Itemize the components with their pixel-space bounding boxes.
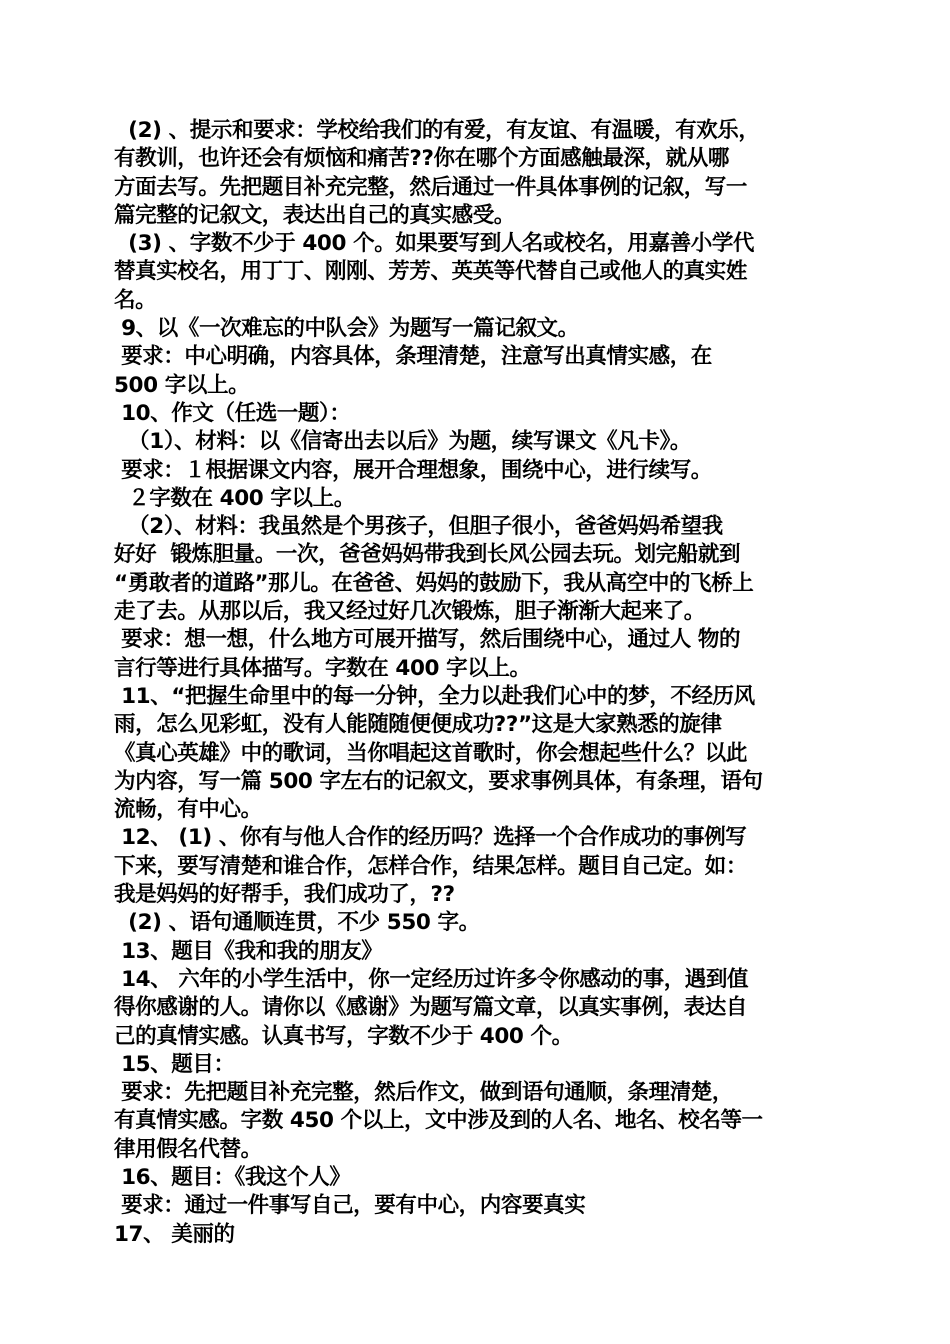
text-line: 雨，怎么见彩虹，没有人能随随便便成功??”这是大家熟悉的旋律 <box>114 712 722 738</box>
text-line: 9、以《一次难忘的中队会》为题写一篇记叙文。 <box>114 316 579 342</box>
text-line: 要求：通过一件事写自己，要有中心，内容要真实 <box>114 1193 586 1219</box>
text-line: 有教训，也许还会有烦恼和痛苦??你在哪个方面感触最深，就从哪 <box>114 146 729 172</box>
text-line: 好好 锻炼胆量。一次，爸爸妈妈带我到长风公园去玩。划完船就到 <box>114 542 741 568</box>
text-line: 11、“把握生命里中的每一分钟，全力以赴我们心中的梦，不经历风 <box>114 683 755 709</box>
text-line: 要求：中心明确，内容具体，条理清楚，注意写出真情实感，在 <box>114 344 712 370</box>
text-line: 15、题目： <box>114 1051 235 1077</box>
text-line: 言行等进行具体描写。字数在 400 字以上。 <box>114 655 531 681</box>
text-line: 己的真情实感。认真书写，字数不少于 400 个。 <box>114 1023 573 1049</box>
text-line: 下来，要写清楚和谁合作，怎样合作，结果怎样。题目自己定。如： <box>114 853 748 879</box>
text-line: 得你感谢的人。请你以《感谢》为题写篇文章，以真实事例，表达自 <box>114 995 748 1021</box>
text-line: 名。 <box>114 287 157 313</box>
text-line: 走了去。从那以后，我又经过好几次锻炼，胆子渐渐大起来了。 <box>114 599 705 625</box>
text-line: 有真情实感。字数 450 个以上，文中涉及到的人名、地名、校名等一 <box>114 1108 763 1134</box>
text-line: 篇完整的记叙文，表达出自己的真实感受。 <box>114 202 515 228</box>
text-line: 10、作文（任选一题）： <box>114 400 351 426</box>
text-line: 17、 美丽的 <box>114 1221 235 1247</box>
text-line: (2) 、语句通顺连贯，不少 550 字。 <box>114 910 480 936</box>
text-line: “勇敢者的道路”那儿。在爸爸、妈妈的鼓励下，我从高空中的飞桥上 <box>114 570 754 596</box>
text-line: （1）、材料：以《信寄出去以后》为题，续写课文《凡卡》。 <box>114 429 691 455</box>
text-line: 16、题目：《我这个人》 <box>114 1164 351 1190</box>
text-line: 要求：１根据课文内容，展开合理想象，围绕中心，进行续写。 <box>114 457 712 483</box>
text-line: ２字数在 400 字以上。 <box>114 485 355 511</box>
text-line: 要求：先把题目补充完整，然后作文，做到语句通顺，条理清楚， <box>114 1080 733 1106</box>
text-line: 《真心英雄》中的歌词，当你唱起这首歌时，你会想起些什么？以此 <box>114 740 748 766</box>
text-line: 方面去写。先把题目补充完整，然后通过一件具体事例的记叙，写一 <box>114 174 748 200</box>
text-line: 12、 (1) 、你有与他人合作的经历吗？选择一个合作成功的事例写 <box>114 825 747 851</box>
document-body <box>114 117 844 1249</box>
text-line: (2) 、提示和要求：学校给我们的有爱，有友谊、有温暖，有欢乐， <box>114 118 760 143</box>
text-line: 500 字以上。 <box>114 372 250 398</box>
text-line: 为内容，写一篇 500 字左右的记叙文，要求事例具体，有条理，语句 <box>114 768 763 794</box>
text-line: 要求：想一想，什么地方可展开描写，然后围绕中心，通过人 物的 <box>114 627 741 653</box>
text-line: (3) 、字数不少于 400 个。如果要写到人名或校名，用嘉善小学代 <box>114 231 755 257</box>
text-line: 律用假名代替。 <box>114 1136 262 1162</box>
text-line: 13、题目《我和我的朋友》 <box>114 938 383 964</box>
text-line: 14、 六年的小学生活中，你一定经历过许多令你感动的事，遇到值 <box>114 966 749 992</box>
text-line: （2）、材料：我虽然是个男孩子，但胆子很小，爸爸妈妈希望我 <box>114 514 723 540</box>
text-line: 流畅，有中心。 <box>114 797 262 823</box>
text-line: 替真实校名，用丁丁、刚刚、芳芳、英英等代替自己或他人的真实姓 <box>114 259 748 285</box>
text-line: 我是妈妈的好帮手，我们成功了，?? <box>114 882 455 908</box>
